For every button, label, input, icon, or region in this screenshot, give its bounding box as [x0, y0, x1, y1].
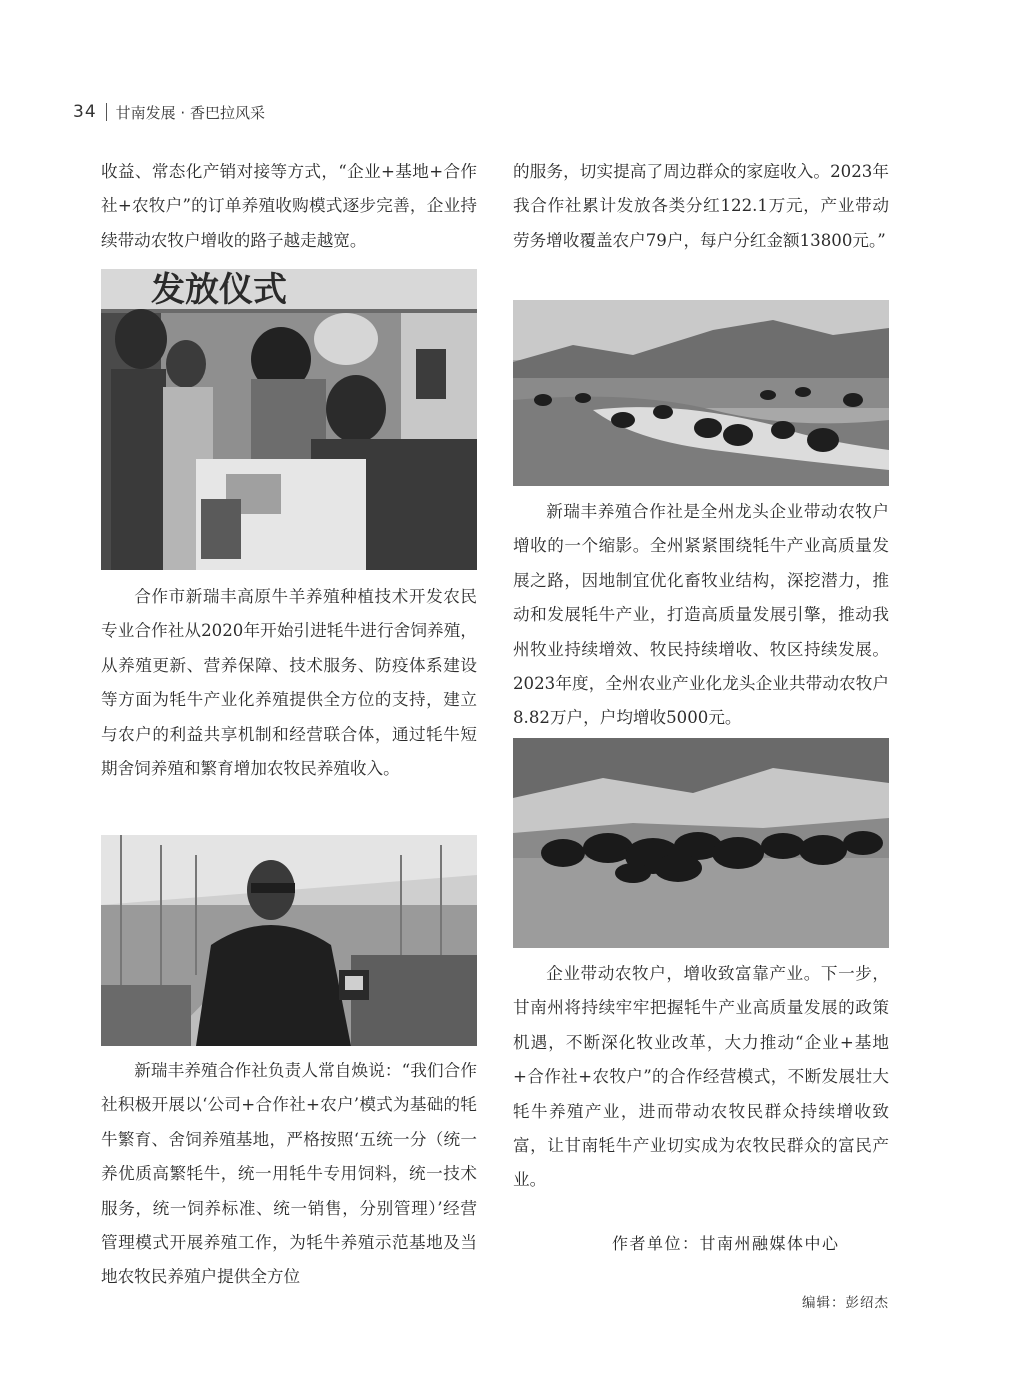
left-paragraph-1: 收益、常态化产销对接等方式，“企业+基地+合作社+农牧户”的订单养殖收购模式逐步完善，企业持续带动农牧户增收的路子越走越宽。 — [101, 162, 477, 250]
page-number: 34 — [73, 102, 97, 122]
left-paragraph-2: 合作市新瑞丰高原牛羊养殖种植技术开发农民专业合作社从2020年开始引进牦牛进行舍饲养殖，从养殖更新、营养保障、技术服务、防疫体系建设等方面为牦牛产业化养殖提供全方位的支持，建立与农户的利益共享机制和经营联合体，通过牦牛短期舍饲养殖和繁育增加农牧民养殖收入。 — [101, 587, 477, 779]
photo-banner-text: 发放仪式 — [151, 270, 287, 310]
right-paragraph-2: 新瑞丰养殖合作社是全州龙头企业带动农牧户增收的一个缩影。全州紧紧围绕牦牛产业高质量发展之路，因地制宜优化畜牧业结构，深挖潜力，推动和发展牦牛产业，打造高质量发展引擎，推动我州牧业持续增效、牧民持续增收、牧区持续发展。2023年度，全州农业产业化龙头企业共带动农牧户8.82万户，户均增收5000元。 — [513, 502, 889, 728]
author-credit: 作者单位：甘南州融媒体中心 — [612, 1234, 840, 1253]
editor-credit: 编辑：彭绍杰 — [802, 1295, 889, 1311]
left-paragraph-2-block — [101, 580, 477, 786]
photo-dividend-distribution — [101, 269, 477, 570]
photo-yak-herd-grassland — [513, 738, 889, 948]
left-paragraph-1-block — [101, 155, 477, 258]
right-paragraph-3: 企业带动农牧户，增收致富靠产业。下一步，甘南州将持续牢牢把握牦牛产业高质量发展的政策机遇，不断深化牧业改革，大力推动“企业+基地+合作社+农牧户”的合作经营模式，不断发展壮大牦牛养殖产业，进而带动农牧民群众持续增收致富，让甘南牦牛产业切实成为农牧民群众的富民产业。 — [513, 964, 889, 1190]
page-header — [73, 100, 265, 124]
photo-barn-interview — [101, 835, 477, 1046]
right-paragraph-3-block — [513, 957, 889, 1198]
right-paragraph-1-block — [513, 155, 889, 258]
photo-yaks-by-water — [513, 300, 889, 486]
section-title: 甘南发展 · 香巴拉风采 — [115, 103, 265, 122]
header-divider — [106, 103, 107, 121]
left-paragraph-3-block — [101, 1054, 477, 1295]
right-paragraph-2-block — [513, 495, 889, 736]
right-paragraph-1: 的服务，切实提高了周边群众的家庭收入。2023年我合作社累计发放各类分红122.1万元，产业带动劳务增收覆盖农户79户，每户分红金额13800元。” — [513, 162, 889, 250]
left-paragraph-3: 新瑞丰养殖合作社负责人常自焕说：“我们合作社积极开展以‘公司+合作社+农户’模式为基础的牦牛繁育、舍饲养殖基地，严格按照‘五统一分（统一养优质高繁牦牛，统一用牦牛专用饲料，统一技术服务，统一饲养标准、统一销售，分别管理）’经营管理模式开展养殖工作，为牦牛养殖示范基地及当地农牧民养殖户提供全方位 — [101, 1061, 477, 1287]
